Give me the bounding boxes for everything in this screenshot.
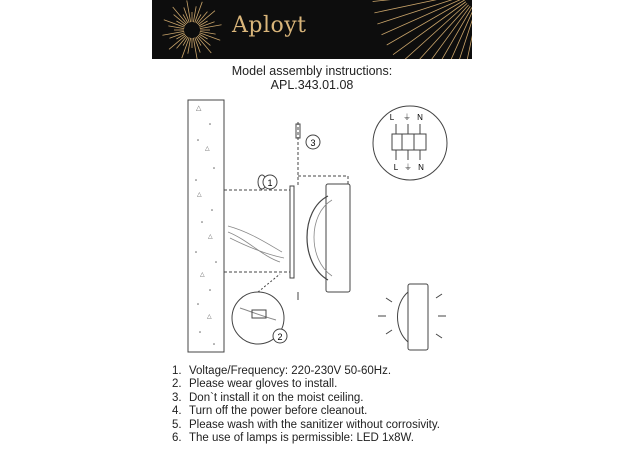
instruction-item: 5. Please wash with the sanitizer without corrosivity. bbox=[172, 418, 440, 431]
instruction-item: 2. Please wear gloves to install. bbox=[172, 378, 338, 391]
brand-logo: Aployt bbox=[232, 13, 307, 38]
callout-3: 3 bbox=[310, 138, 316, 148]
svg-text:△: △ bbox=[208, 234, 213, 240]
mounting-bracket bbox=[290, 186, 294, 278]
model-number: APL.343.01.08 bbox=[270, 78, 354, 92]
svg-text:△: △ bbox=[205, 146, 210, 152]
instruction-item: 3. Don`t install it on the moist ceiling. bbox=[172, 391, 364, 404]
lamp-shade bbox=[307, 196, 328, 280]
wall bbox=[188, 100, 224, 352]
wiring-label-live-top: L bbox=[389, 113, 395, 122]
callout-2: 2 bbox=[277, 332, 283, 342]
instructions-list bbox=[172, 365, 440, 445]
ground-icon-bottom: ⏚ bbox=[404, 163, 412, 172]
svg-text:△: △ bbox=[200, 272, 205, 278]
callout-1: 1 bbox=[267, 178, 273, 188]
instruction-item: 6. The use of lamps is permissible: LED 1x8W. bbox=[172, 432, 414, 445]
ground-icon-top: ⏚ bbox=[403, 113, 411, 122]
wiring-terminal bbox=[392, 134, 426, 150]
lamp-on-icon bbox=[378, 284, 446, 350]
instruction-item: 1. Voltage/Frequency: 220-230V 50-60Hz. bbox=[172, 365, 392, 377]
screw-3 bbox=[296, 124, 300, 138]
svg-text:△: △ bbox=[196, 105, 202, 112]
document-title: Model assembly instructions: bbox=[231, 64, 393, 78]
wiring-label-neutral-bottom: N bbox=[418, 163, 424, 172]
terminal-block bbox=[252, 310, 266, 318]
wall-texture bbox=[195, 105, 217, 345]
instruction-item: 4. Turn off the power before cleanout. bbox=[172, 405, 368, 418]
wiring-label-live-bottom: L bbox=[393, 163, 399, 172]
svg-text:△: △ bbox=[207, 314, 212, 320]
lamp-base bbox=[326, 184, 350, 292]
wiring-label-neutral-top: N bbox=[417, 113, 423, 122]
svg-text:△: △ bbox=[197, 192, 202, 198]
